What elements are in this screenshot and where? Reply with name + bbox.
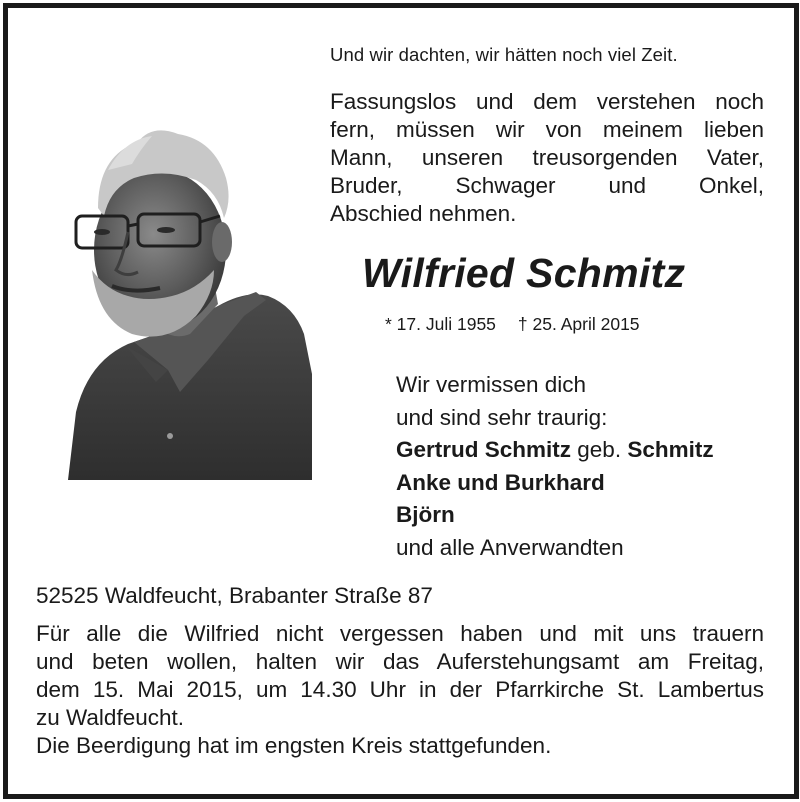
- family-closing: und alle Anverwandten: [396, 534, 624, 560]
- mourners-block: [396, 369, 714, 564]
- mourner-name: Gertrud Schmitz: [396, 437, 572, 462]
- birth-date: * 17. Juli 1955: [385, 314, 496, 334]
- service-line: zu Waldfeucht.: [36, 705, 184, 730]
- intro-line: Mann, unseren treusorgenden Vater,: [330, 145, 764, 170]
- service-line: und beten wollen, halten wir das Auferstehungsamt am Freitag,: [36, 649, 764, 674]
- intro-text: [330, 88, 764, 228]
- intro-line: Fassungslos und dem verstehen noch: [330, 89, 764, 114]
- maiden-prefix: geb.: [571, 437, 628, 462]
- mourner-gertrud: [396, 434, 714, 467]
- service-text: [36, 620, 764, 760]
- deceased-name: Wilfried Schmitz: [362, 250, 686, 296]
- death-date: † 25. April 2015: [517, 314, 640, 334]
- address: 52525 Waldfeucht, Brabanter Straße 87: [36, 583, 433, 608]
- intro-line: Bruder, Schwager und Onkel,: [330, 173, 764, 198]
- intro-line: Abschied nehmen.: [330, 201, 517, 226]
- service-line: Die Beerdigung hat im engsten Kreis stattgefunden.: [36, 733, 552, 758]
- service-line: dem 15. Mai 2015, um 14.30 Uhr in der Pfarrkirche St. Lambertus: [36, 677, 764, 702]
- maiden-name: Schmitz: [627, 437, 714, 462]
- intro-line: fern, müssen wir von meinem lieben: [330, 117, 764, 142]
- mourner-bjoern: Björn: [396, 502, 455, 527]
- motto: Und wir dachten, wir hätten noch viel Zeit.: [330, 44, 678, 65]
- life-dates: [385, 314, 640, 335]
- service-line: Für alle die Wilfried nicht vergessen haben und mit uns trauern: [36, 621, 764, 646]
- portrait-photo: [68, 120, 312, 480]
- family-line: und sind sehr traurig:: [396, 404, 608, 430]
- mourner-anke-burkhard: Anke und Burkhard: [396, 469, 605, 495]
- family-line: Wir vermissen dich: [396, 372, 587, 397]
